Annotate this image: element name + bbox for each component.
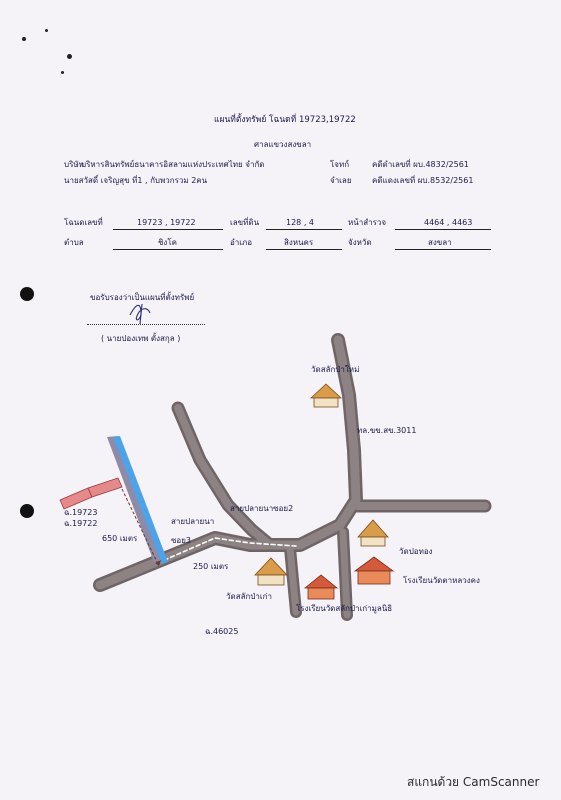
map-label-deed-46025: ฉ.46025 bbox=[205, 627, 239, 636]
school-icon bbox=[355, 557, 393, 584]
map-label-soi-a: สายปลายนา bbox=[171, 517, 215, 526]
plaintiff-name: บริหารสินทรัพย์ธนาคารอิสลามแห่งประเทศไทย จำกัด bbox=[81, 160, 265, 169]
land-number-value: 128 , 4 bbox=[286, 218, 314, 227]
subdistrict-label: ตำบล bbox=[64, 238, 84, 247]
survey-page-value: 4464 , 4463 bbox=[424, 218, 473, 227]
temple-icon bbox=[255, 558, 287, 585]
signer-name: ( นายปองเทพ ตั้งสกุล ) bbox=[101, 334, 181, 343]
document-title: แผนที่ตั้งทรัพย์ โฉนดที่ 19723,19722 bbox=[214, 115, 356, 125]
map-label-soi2: สายปลายนาซอย2 bbox=[230, 504, 294, 513]
deed-number-value: 19723 , 19722 bbox=[137, 218, 196, 227]
road-3011 bbox=[100, 340, 356, 585]
scanner-watermark: สแกนด้วย CamScanner bbox=[407, 775, 540, 789]
case-red-number: คดีแดงเลขที่ ผบ.8532/2561 bbox=[372, 176, 474, 185]
district-label: อำเภอ bbox=[230, 238, 253, 247]
map-label-250m: 250 เมตร bbox=[193, 562, 229, 571]
province-label: จังหวัด bbox=[348, 238, 372, 247]
map-label-temple-old: วัดสลักป่าเก่า bbox=[226, 592, 272, 601]
temple-icon bbox=[358, 520, 388, 546]
subdistrict-value: ชิงโค bbox=[158, 238, 177, 247]
signature bbox=[130, 304, 150, 324]
temple-icon bbox=[311, 384, 341, 407]
deed-number-label: โฉนดเลขที่ bbox=[64, 218, 103, 227]
court-name: ศาลแขวงสงขลา bbox=[254, 140, 312, 149]
map-label-school-mid: โรงเรียนวัดสลักป่าเก่ามูลนิธิ bbox=[296, 604, 393, 613]
certification-text: ขอรับรองว่าเป็นแผนที่ตั้งทรัพย์ bbox=[90, 293, 195, 302]
land-plots bbox=[60, 478, 122, 509]
land-number-label: เลขที่ดิน bbox=[230, 218, 260, 227]
map-label-temple-pho-thong: วัดปอทอง bbox=[399, 547, 433, 556]
map-label-deed2: ฉ.19722 bbox=[64, 519, 98, 528]
canal bbox=[107, 436, 168, 565]
plaintiff-role: โจทก์ bbox=[330, 160, 350, 169]
survey-page-label: หน้าสำรวจ bbox=[348, 218, 387, 227]
map-label-school-east: โรงเรียนวัดตาหลวงคง bbox=[403, 576, 480, 585]
defendant-role: จำเลย bbox=[330, 176, 352, 185]
map-label-deed1: ฉ.19723 bbox=[64, 508, 98, 517]
case-black-number: คดีดำเลขที่ ผบ.4832/2561 bbox=[372, 160, 469, 169]
province-value: สงขลา bbox=[428, 238, 452, 247]
district-value: สิงหนคร bbox=[284, 238, 314, 247]
map-label-temple-new: วัดสลักป่าใหม่ bbox=[311, 365, 360, 374]
map-label-650m: 650 เมตร bbox=[102, 534, 138, 543]
map-label-soi-b: ซอย3 bbox=[171, 536, 192, 545]
plaintiff-label: บริษัท bbox=[64, 160, 84, 169]
map-label-road-3011: ทล.ขข.สข.3011 bbox=[357, 426, 417, 435]
school-icon bbox=[305, 575, 337, 599]
defendant-name: นายสวัสดิ์ เจริญสุข ที่1 , กับพวกรวม 2คน bbox=[64, 176, 208, 185]
